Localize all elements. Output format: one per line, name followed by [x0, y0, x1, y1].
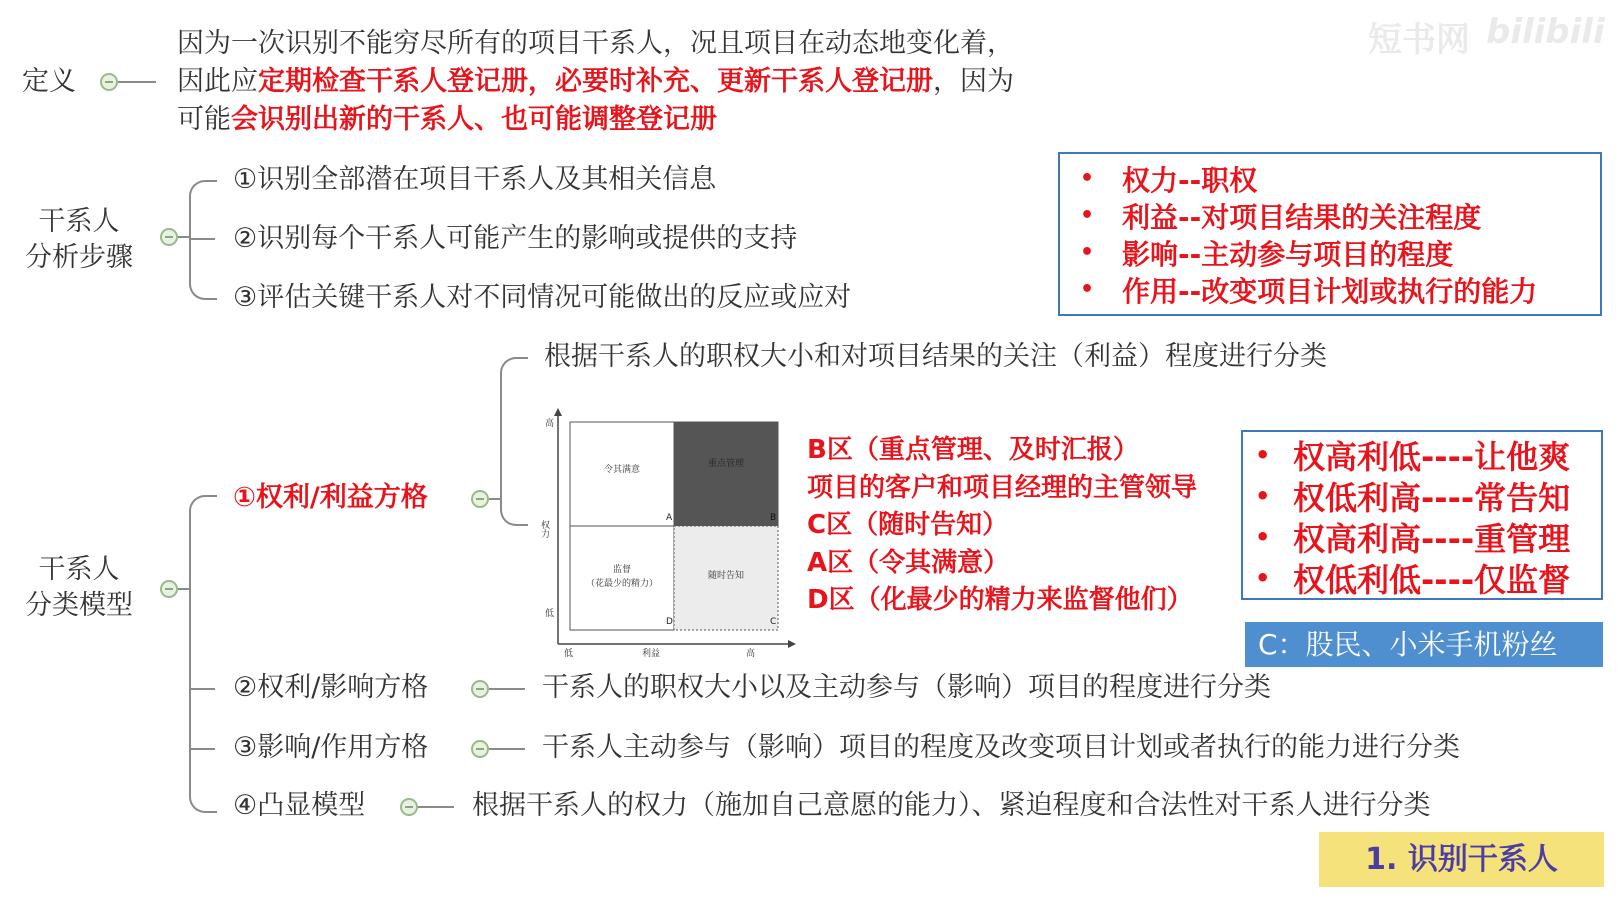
grid-cell-d-label-1: 监督: [612, 565, 632, 575]
analysis-brace-bottom: [189, 236, 217, 300]
model2-connector: [189, 688, 215, 690]
zone-a: A区（令其满意）: [807, 547, 1010, 578]
model1-brace-top: [500, 357, 528, 501]
model3-connector: [189, 748, 215, 750]
model4-desc-connector: [418, 806, 454, 808]
zone-b-examples: 项目的客户和项目经理的主管领导: [807, 472, 1198, 503]
analysis-step-1: ①识别全部潜在项目干系人及其相关信息: [233, 164, 717, 195]
grid-cell-b-label: 重点管理: [707, 459, 745, 469]
definition-connector: [118, 81, 156, 83]
dimension-item: • 利益--对项目结果的关注程度: [1080, 200, 1482, 234]
grid-letter-b: B: [770, 513, 777, 523]
grid-cell-a-label: 令其满意: [603, 465, 641, 475]
grid-cell-b: [674, 422, 778, 526]
model2-desc-connector: [489, 688, 525, 690]
model3-description: 干系人主动参与（影响）项目的程度及改变项目计划或者执行的能力进行分类: [542, 732, 1460, 763]
zone-descriptions: [807, 432, 1197, 620]
watermark-left: 短书网: [1368, 20, 1470, 60]
power-interest-grid: [539, 408, 802, 660]
analysis-brace-top: [189, 180, 217, 239]
model2-description: 干系人的职权大小以及主动参与（影响）项目的程度进行分类: [542, 672, 1271, 703]
zone-c: C区（随时告知）: [807, 510, 1009, 540]
grid-x-low: 低: [564, 649, 574, 659]
dimension-item: • 权力--职权: [1080, 163, 1258, 197]
strategy-item: • 权低利低----仅监督: [1255, 560, 1571, 599]
analysis-step-3: ③评估关键干系人对不同情况可能做出的反应或应对: [233, 282, 852, 313]
grid-x-high: 高: [746, 649, 756, 659]
model3-collapse-knob[interactable]: [471, 740, 489, 758]
classification-brace-top: [189, 495, 217, 591]
grid-x-arrow: [788, 640, 796, 648]
model3-desc-connector: [489, 748, 525, 750]
strategy-item: • 权高利高----重管理: [1255, 519, 1571, 558]
classification-collapse-knob[interactable]: [160, 580, 178, 598]
model3-label: ③影响/作用方格: [233, 732, 429, 763]
model4-collapse-knob[interactable]: [400, 798, 418, 816]
dimension-item: • 影响--主动参与项目的程度: [1080, 237, 1454, 271]
strategy-item: • 权高利低----让他爽: [1255, 437, 1571, 476]
grid-letter-c: C: [770, 617, 777, 627]
definition-line-3: 可能会识别出新的干系人、也可能调整登记册: [177, 104, 717, 135]
model1-description: 根据干系人的职权大小和对项目结果的关注（利益）程度进行分类: [544, 341, 1327, 372]
analysis-mid-connector: [189, 238, 215, 240]
classification-label: 干系人 分类模型: [25, 554, 133, 621]
zone-d: D区（化最少的精力来监督他们）: [807, 585, 1193, 615]
grid-y-label: 权力: [539, 520, 549, 538]
watermark-bilibili: bilibili: [1486, 12, 1605, 52]
example-note: C：股民、小米手机粉丝: [1245, 622, 1603, 667]
definition-line-1: 因为一次识别不能穷尽所有的项目干系人，况且项目在动态地变化着，: [177, 28, 1014, 59]
grid-cell-c-label: 随时告知: [707, 571, 745, 581]
model2-collapse-knob[interactable]: [471, 680, 489, 698]
grid-y-arrow: [554, 408, 562, 416]
grid-letter-a: A: [666, 513, 673, 523]
grid-letter-d: D: [666, 617, 673, 627]
model4-label: ④凸显模型: [233, 790, 366, 821]
grid-cell-d: [570, 526, 674, 630]
analysis-step-2: ②识别每个干系人可能产生的影响或提供的支持: [233, 223, 798, 254]
definition-line-2: 因此应定期检查干系人登记册，必要时补充、更新干系人登记册，因为: [177, 66, 1014, 97]
model4-description: 根据干系人的权力（施加自己意愿的能力）、紧迫程度和合法性对干系人进行分类: [472, 790, 1431, 821]
definition-collapse-knob[interactable]: [100, 73, 118, 91]
section-title: 1. 识别干系人: [1319, 832, 1604, 887]
dimensions-box: [1058, 152, 1602, 316]
zone-b: B区（重点管理、及时汇报）: [807, 435, 1139, 465]
grid-y-low: 低: [545, 609, 555, 619]
strategy-box: [1241, 430, 1603, 600]
grid-cell-d-label-2: （花最少的精力）: [585, 579, 659, 589]
analysis-collapse-knob[interactable]: [160, 228, 178, 246]
model1-brace-bottom: [500, 498, 528, 526]
model2-label: ②权利/影响方格: [233, 672, 429, 703]
analysis-label: 干系人 分析步骤: [25, 206, 133, 273]
strategy-item: • 权低利高----常告知: [1255, 478, 1571, 517]
model1-label: ①权利/利益方格: [233, 482, 428, 513]
grid-x-label: 利益: [642, 649, 661, 659]
model1-collapse-knob[interactable]: [471, 490, 489, 508]
definition-label: 定义: [22, 66, 76, 97]
dimension-item: • 作用--改变项目计划或执行的能力: [1080, 274, 1538, 308]
classification-brace-bottom: [189, 588, 217, 813]
grid-y-high: 高: [545, 419, 555, 429]
